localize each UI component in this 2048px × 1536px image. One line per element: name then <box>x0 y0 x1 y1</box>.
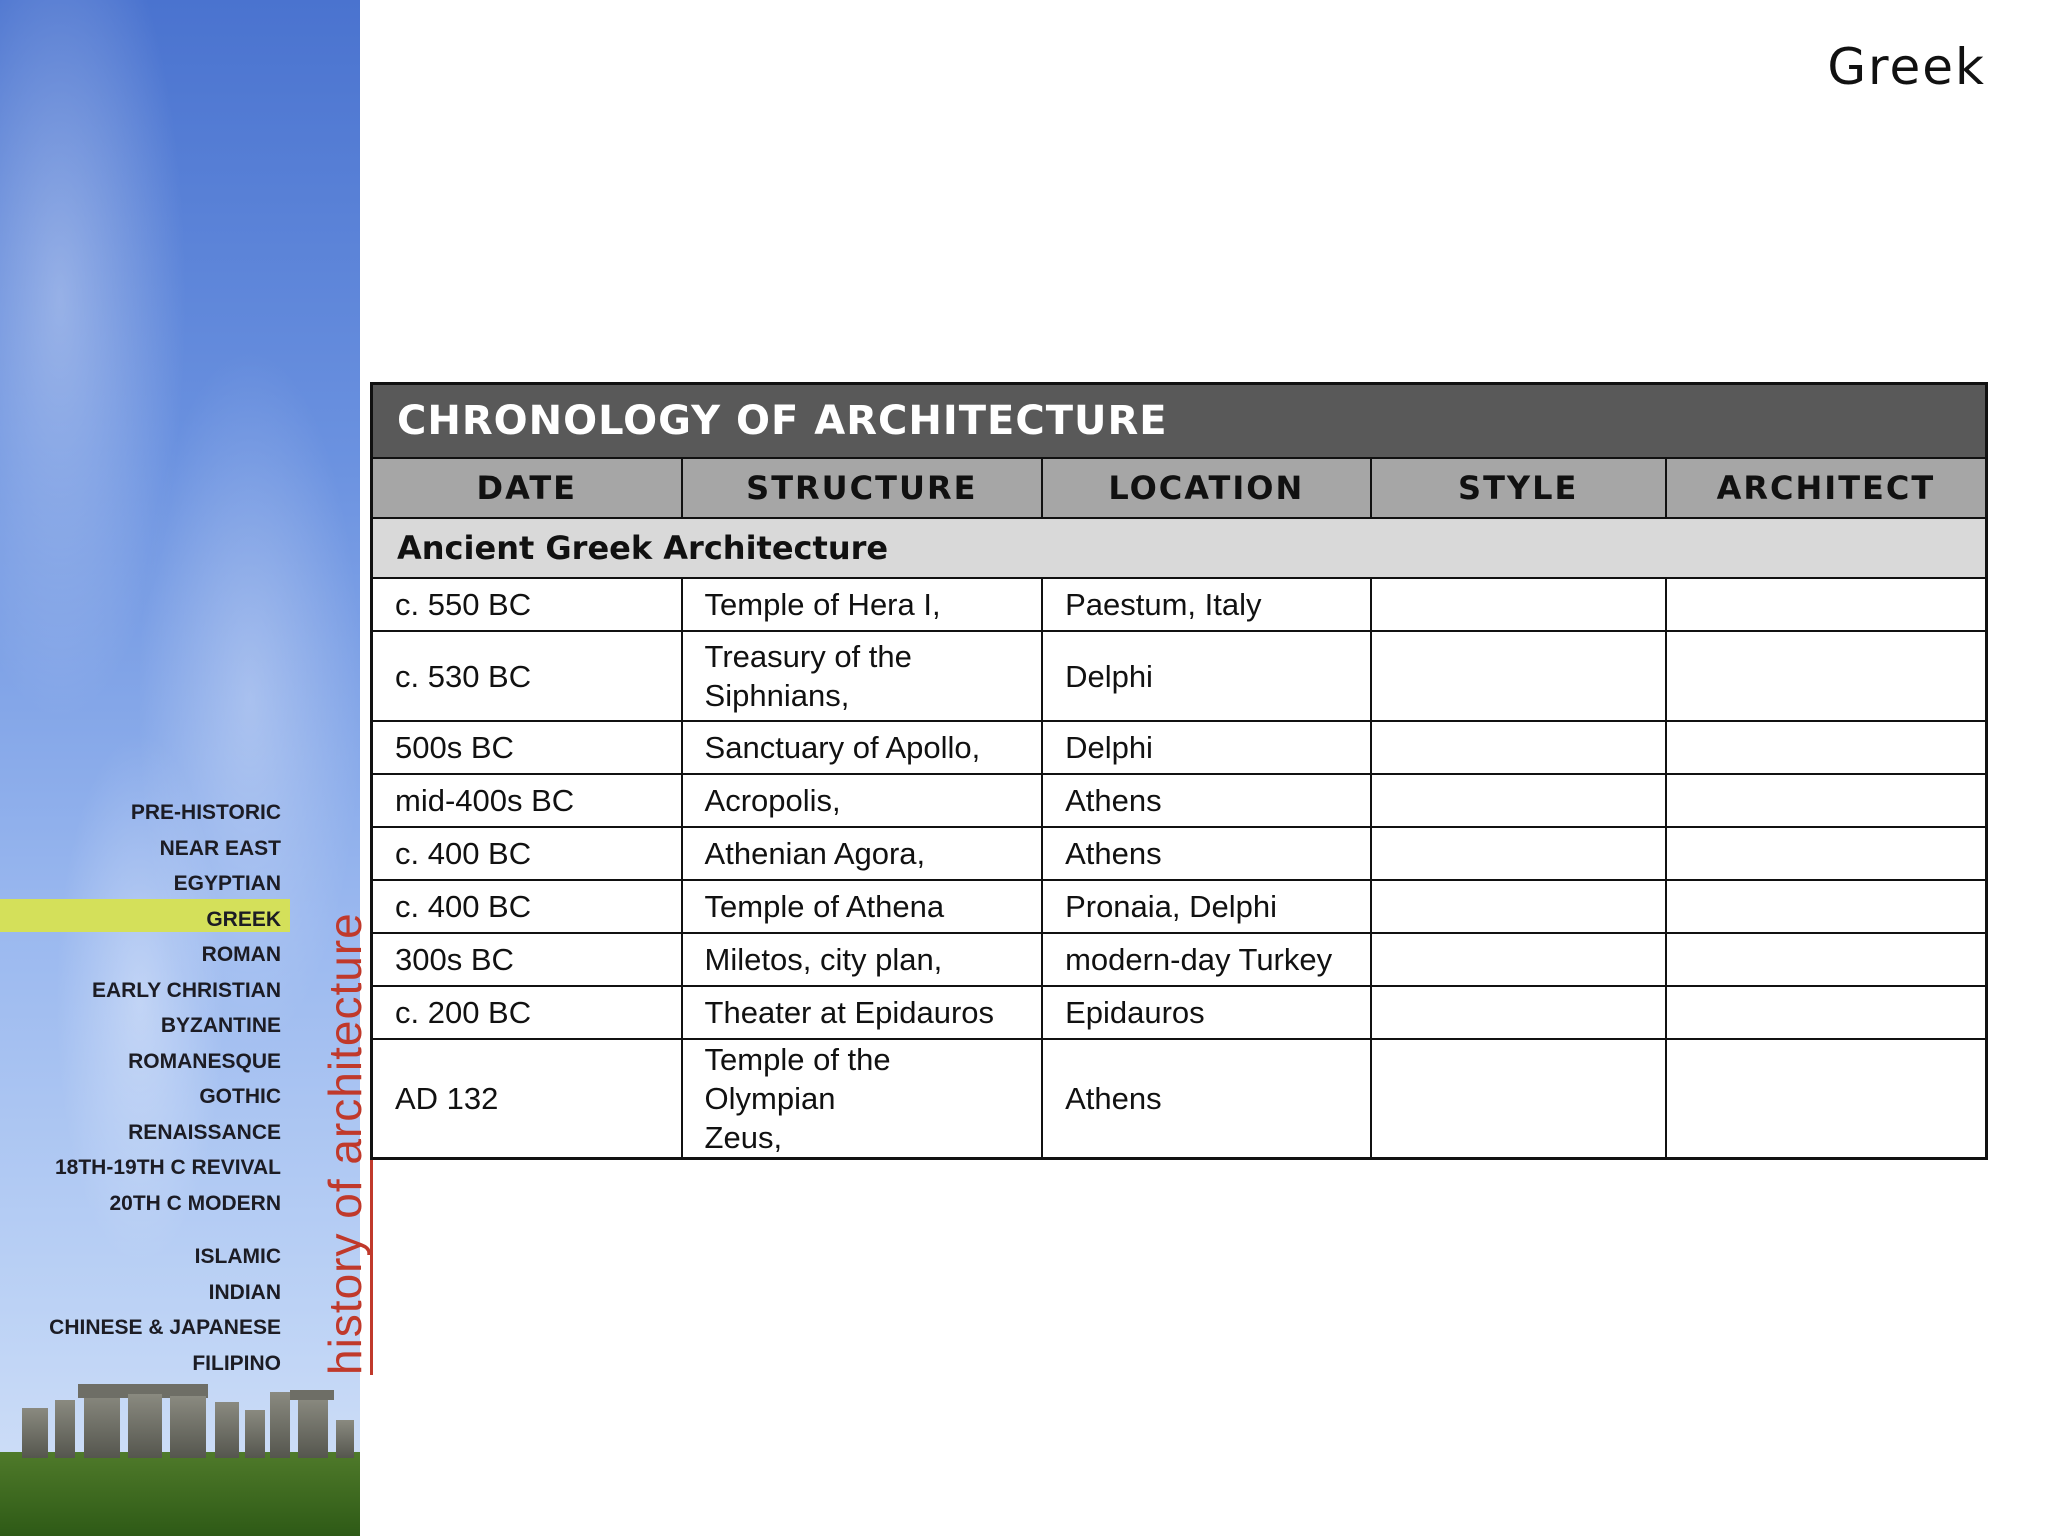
column-header-structure: STRUCTURE <box>682 458 1043 518</box>
cell-location: Epidauros <box>1042 986 1370 1039</box>
nav-item-filipino[interactable]: FILIPINO <box>192 1351 281 1375</box>
cell-structure: Miletos, city plan, <box>682 933 1043 986</box>
nav-item-islamic[interactable]: ISLAMIC <box>194 1245 281 1268</box>
nav-item-gothic[interactable]: GOTHIC <box>199 1085 281 1108</box>
nav-item-chinese-japanese[interactable]: CHINESE & JAPANESE <box>49 1316 281 1339</box>
cell-structure: Athenian Agora, <box>682 827 1043 880</box>
nav-item-renaissance[interactable]: RENAISSANCE <box>128 1120 281 1144</box>
cell-style <box>1371 1039 1666 1159</box>
cell-architect <box>1666 827 1987 880</box>
cell-architect <box>1666 933 1987 986</box>
cell-style <box>1371 880 1666 933</box>
cell-structure: Acropolis, <box>682 774 1043 827</box>
cell-date: AD 132 <box>372 1039 682 1159</box>
column-header-date: DATE <box>372 458 682 518</box>
table-header-row <box>372 458 1987 518</box>
cell-location: Paestum, Italy <box>1042 578 1370 631</box>
nav-item-early-christian[interactable]: EARLY CHRISTIAN <box>91 978 281 1002</box>
cell-architect <box>1666 1039 1987 1159</box>
cell-date: c. 200 BC <box>372 986 682 1039</box>
cell-architect <box>1666 880 1987 933</box>
vertical-course-title: history of architecture <box>320 906 373 1375</box>
cell-style <box>1371 631 1666 721</box>
stonehenge-illustration <box>0 1370 360 1536</box>
cell-structure-line: Siphnians, <box>704 678 850 713</box>
cell-style <box>1371 578 1666 631</box>
table-row <box>372 933 1987 986</box>
table-row <box>372 721 1987 774</box>
nav-item-near-east[interactable]: NEAR EAST <box>159 836 281 860</box>
slide-title: Greek <box>1827 38 1986 96</box>
cell-structure-line: Treasury of the <box>704 639 912 674</box>
table-row <box>372 774 1987 827</box>
cell-architect <box>1666 721 1987 774</box>
chronology-table <box>370 382 1988 1160</box>
table-row <box>372 1039 1987 1159</box>
table-row <box>372 578 1987 631</box>
nav-item-pre-historic[interactable]: PRE-HISTORIC <box>130 801 281 824</box>
table-row <box>372 880 1987 933</box>
column-header-style: STYLE <box>1371 458 1666 518</box>
nav-item-roman[interactable]: ROMAN <box>201 943 281 966</box>
chapter-nav <box>49 795 281 1381</box>
cell-structure: Temple of Athena <box>682 880 1043 933</box>
cell-date: c. 530 BC <box>372 631 682 721</box>
cell-location: modern-day Turkey <box>1042 933 1370 986</box>
table-title-row <box>372 384 1987 459</box>
cell-date: c. 550 BC <box>372 578 682 631</box>
cell-structure: Theater at Epidauros <box>682 986 1043 1039</box>
cell-architect <box>1666 578 1987 631</box>
section-title: Ancient Greek Architecture <box>372 518 1987 578</box>
column-header-architect: ARCHITECT <box>1666 458 1987 518</box>
cell-date: c. 400 BC <box>372 880 682 933</box>
cell-location: Athens <box>1042 827 1370 880</box>
cell-architect <box>1666 986 1987 1039</box>
cell-architect <box>1666 631 1987 721</box>
column-header-location: LOCATION <box>1042 458 1370 518</box>
cell-architect <box>1666 774 1987 827</box>
cell-style <box>1371 986 1666 1039</box>
nav-item-revival[interactable]: 18TH-19TH C REVIVAL <box>55 1156 281 1179</box>
sidebar <box>0 0 371 1536</box>
table-row <box>372 827 1987 880</box>
cell-location: Athens <box>1042 1039 1370 1159</box>
table-title: CHRONOLOGY OF ARCHITECTURE <box>372 384 1987 459</box>
cell-date: mid-400s BC <box>372 774 682 827</box>
nav-item-greek[interactable]: GREEK <box>206 907 281 931</box>
nav-item-indian[interactable]: INDIAN <box>208 1280 281 1304</box>
cell-structure-line: Temple of the Olympian <box>704 1042 891 1116</box>
cell-structure-line: Zeus, <box>704 1120 783 1155</box>
cell-structure: Sanctuary of Apollo, <box>682 721 1043 774</box>
nav-item-egyptian[interactable]: EGYPTIAN <box>173 872 281 895</box>
cell-date: 300s BC <box>372 933 682 986</box>
cell-location: Delphi <box>1042 631 1370 721</box>
cell-location: Delphi <box>1042 721 1370 774</box>
cell-structure: Temple of Hera I, <box>682 578 1043 631</box>
table-row <box>372 631 1987 721</box>
cell-location: Pronaia, Delphi <box>1042 880 1370 933</box>
cell-style <box>1371 827 1666 880</box>
nav-item-byzantine[interactable]: BYZANTINE <box>160 1014 281 1037</box>
cell-style <box>1371 933 1666 986</box>
cell-date: 500s BC <box>372 721 682 774</box>
cell-style <box>1371 774 1666 827</box>
table-row <box>372 986 1987 1039</box>
cell-structure <box>682 631 1043 721</box>
cell-date: c. 400 BC <box>372 827 682 880</box>
nav-item-romanesque[interactable]: ROMANESQUE <box>128 1049 281 1073</box>
table-section-row <box>372 518 1987 578</box>
nav-item-modern[interactable]: 20TH C MODERN <box>109 1191 281 1215</box>
cell-location: Athens <box>1042 774 1370 827</box>
cell-structure <box>682 1039 1043 1159</box>
cell-style <box>1371 721 1666 774</box>
